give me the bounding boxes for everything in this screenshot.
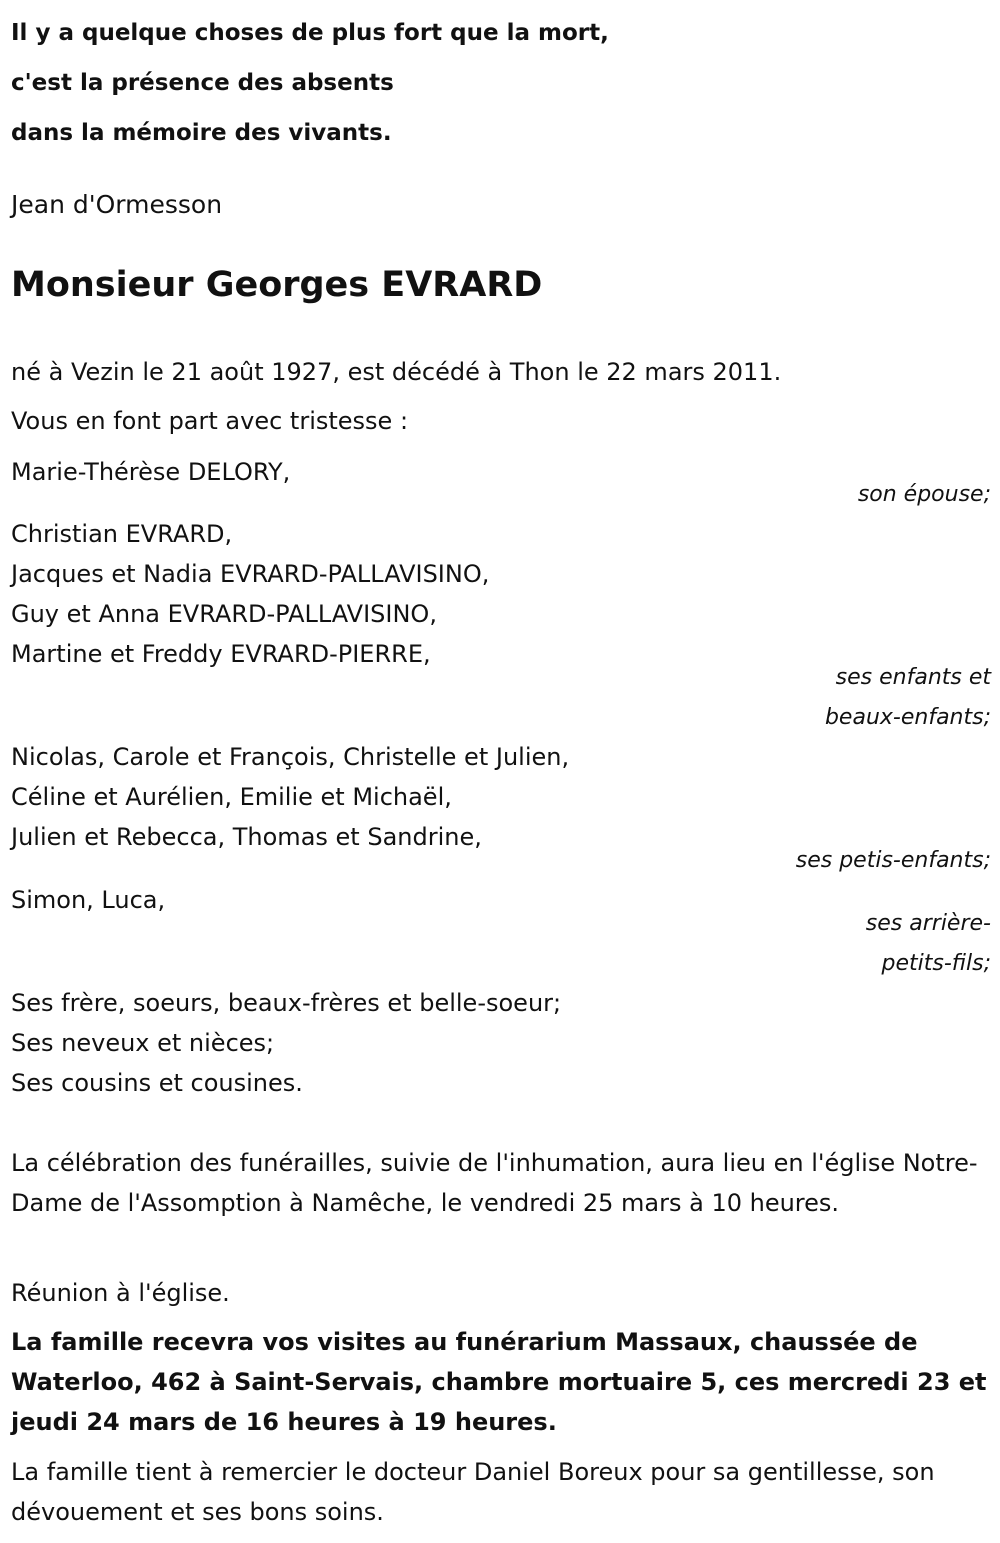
spouse-names (11, 452, 290, 492)
epigraph-quote (11, 8, 609, 158)
visits-info: La famille recevra vos visites au funérarium Massaux, chaussée de Waterloo, 462 à Saint-Servais, chambre mortuaire 5, ces mercredi 23 et jeudi 24 mars de 16 heures à 19 heures. (11, 1328, 987, 1436)
family-name-line: Simon, Luca, (11, 886, 166, 914)
deceased-name: Monsieur Georges EVRARD (11, 265, 543, 305)
grandchildren-role (796, 841, 991, 881)
role-line: ses arrière- (865, 911, 991, 936)
family-name-line: Christian EVRARD, (11, 520, 233, 548)
role-line: ses enfants et (835, 665, 991, 690)
other-relatives (11, 983, 561, 1103)
role-line: ses petis-enfants; (795, 848, 991, 873)
birth-death-statement: né à Vezin le 21 août 1927, est décédé à Thon le 22 mars 2011. (11, 358, 782, 386)
announcement-intro: Vous en font part avec tristesse : (11, 407, 409, 435)
meeting-note: Réunion à l'église. (11, 1279, 230, 1307)
children-names (11, 514, 489, 674)
family-name-line: Nicolas, Carole et François, Christelle et Julien, (11, 743, 570, 771)
family-name-line: Guy et Anna EVRARD-PALLAVISINO, (11, 600, 437, 628)
family-name-line: Martine et Freddy EVRARD-PIERRE, (11, 640, 431, 668)
grandchildren-names (11, 737, 569, 857)
family-name-line: Céline et Aurélien, Emilie et Michaël, (11, 783, 452, 811)
family-name-line: Marie-Thérèse DELORY, (11, 458, 291, 486)
role-line: beaux-enfants; (824, 705, 991, 730)
role-line: son épouse; (857, 482, 991, 507)
quote-line: dans la mémoire des vivants. (11, 120, 392, 146)
ceremony-details: La célébration des funérailles, suivie de l'inhumation, aura lieu en l'église Notre-Dame de l'Assomption à Namêche, le vendredi 25 mars à 10 heures. (11, 1149, 978, 1217)
family-name-line: Jacques et Nadia EVRARD-PALLAVISINO, (11, 560, 490, 588)
family-name-line: Ses cousins et cousines. (11, 1069, 303, 1097)
family-name-line: Ses neveux et nièces; (11, 1029, 275, 1057)
great-grandchildren-role (866, 904, 991, 984)
quote-author: Jean d'Ormesson (11, 190, 223, 219)
spouse-role (858, 475, 991, 515)
children-role (825, 658, 991, 738)
quote-line: c'est la présence des absents (11, 70, 394, 96)
thanks-note: La famille tient à remercier le docteur Daniel Boreux pour sa gentillesse, son dévouement et ses bons soins. (11, 1458, 935, 1526)
quote-line: Il y a quelque choses de plus fort que la mort, (11, 20, 609, 46)
family-name-line: Ses frère, soeurs, beaux-frères et belle-soeur; (11, 989, 562, 1017)
great-grandchildren-names (11, 880, 165, 920)
family-name-line: Julien et Rebecca, Thomas et Sandrine, (11, 823, 482, 851)
role-line: petits-fils; (881, 951, 991, 976)
